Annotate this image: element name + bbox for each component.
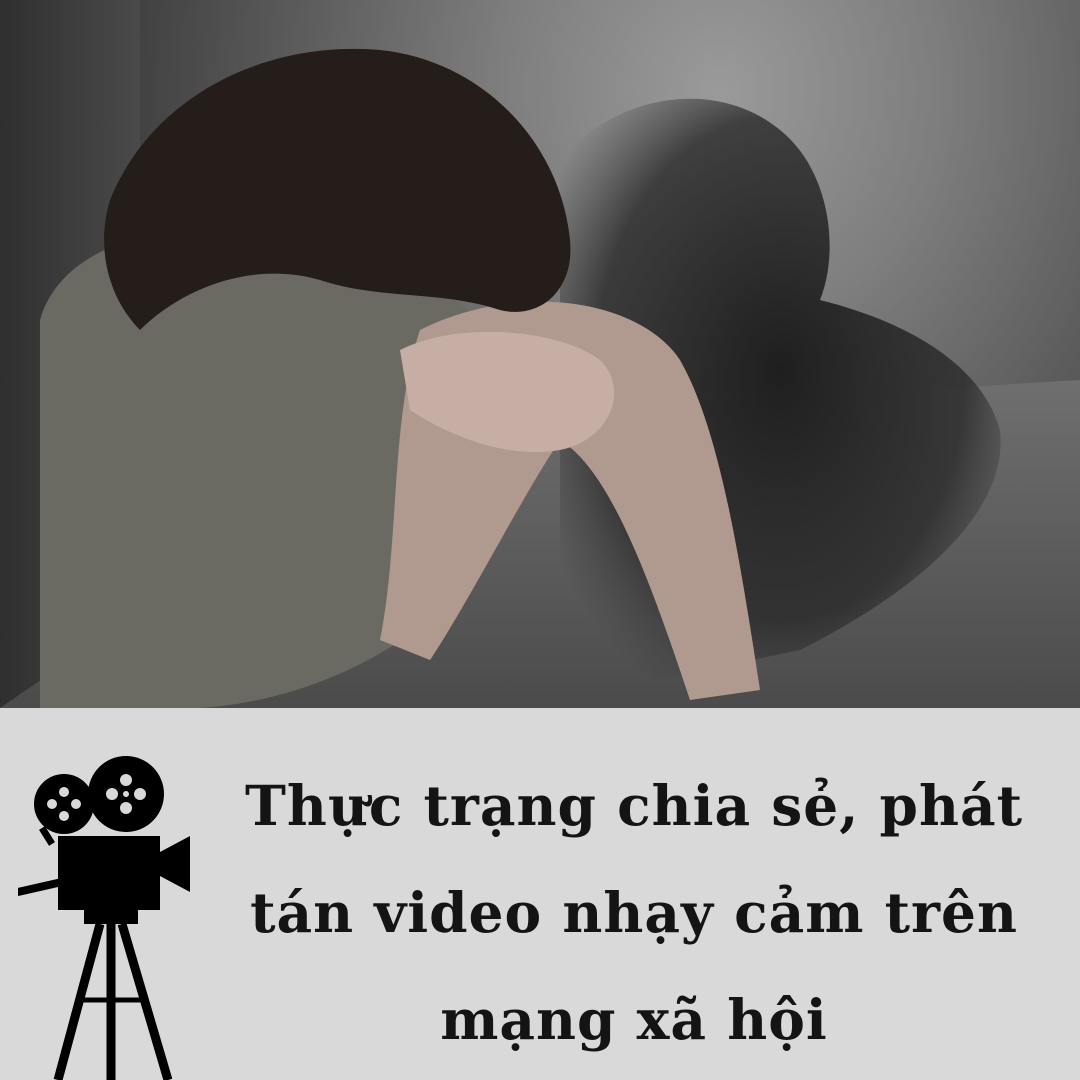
- film-camera-on-tripod-icon: [18, 748, 208, 1080]
- caption-band: [0, 708, 1080, 1080]
- caption-line-1: Thực trạng chia sẻ, phát: [244, 773, 1024, 838]
- caption-line-3: mạng xã hội: [440, 987, 828, 1052]
- caption-line-2: tán video nhạy cảm trên: [250, 880, 1018, 945]
- caption-title: [222, 752, 1046, 1073]
